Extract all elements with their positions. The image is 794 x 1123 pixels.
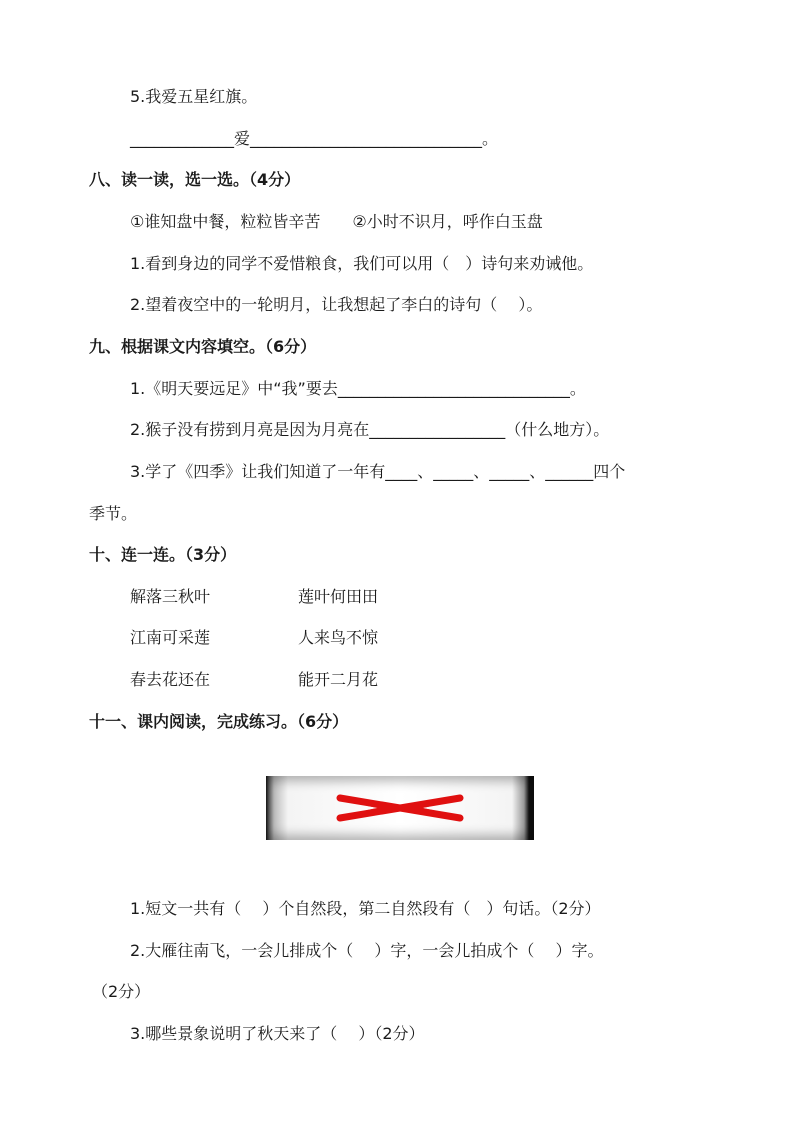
- q10-left-1: 解落三秋叶: [130, 587, 211, 606]
- q8-item1: 1.看到身边的同学不爱惜粮食，我们可以用（ ）诗句来劝诫他。: [130, 254, 594, 273]
- q10-left-2: 江南可采莲: [130, 628, 211, 647]
- q7-fill-line: _____________爱_____________________________。: [130, 129, 499, 148]
- q9-item3: 3.学了《四季》让我们知道了一年有____、_____、_____、______四个: [130, 462, 626, 481]
- q8-heading: 八、读一读，选一选。（4分）: [89, 170, 301, 189]
- q11-item1: 1.短文一共有（ ）个自然段，第二自然段有（ ）句话。（2分）: [130, 899, 601, 918]
- q10-left-3: 春去花还在: [130, 670, 211, 689]
- q8-item2: 2.望着夜空中的一轮明月，让我想起了李白的诗句（ ）。: [130, 295, 543, 314]
- q9-item1: 1.《明天要远足》中“我”要去_____________________________。: [130, 379, 586, 398]
- q9-item2: 2.猴子没有捞到月亮是因为月亮在_________________（什么地方）。: [130, 420, 610, 439]
- q10-heading: 十、连一连。（3分）: [89, 545, 237, 564]
- q9-item3-cont: 季节。: [89, 504, 138, 523]
- q11-item2: 2.大雁往南飞，一会儿排成个（ ）字，一会儿拍成个（ ）字。: [130, 941, 604, 960]
- q7-item5: 5.我爱五星红旗。: [130, 87, 258, 106]
- q11-item2-cont: （2分）: [92, 982, 151, 1001]
- q10-right-3: 能开二月花: [298, 670, 379, 689]
- q11-item3: 3.哪些景象说明了秋天来了（ ）（2分）: [130, 1024, 425, 1043]
- q10-right-2: 人来鸟不惊: [298, 628, 379, 647]
- q10-right-1: 莲叶何田田: [298, 587, 379, 606]
- broken-image-placeholder: [266, 776, 534, 840]
- q8-options: ①谁知盘中餐，粒粒皆辛苦 ②小时不识月，呼作白玉盘: [130, 212, 543, 231]
- q9-heading: 九、根据课文内容填空。（6分）: [89, 337, 317, 356]
- broken-image-red-x-icon: [266, 776, 534, 840]
- q11-heading: 十一、课内阅读，完成练习。（6分）: [89, 712, 349, 731]
